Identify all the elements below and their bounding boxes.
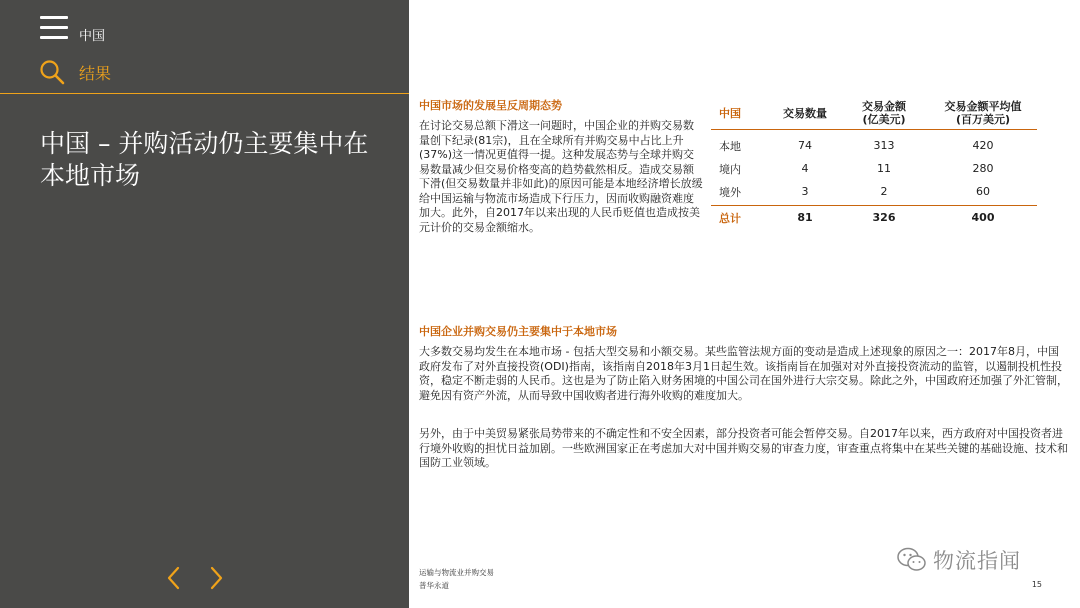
table-header-cell: 交易数量 (783, 106, 827, 120)
table-header-cell: 中国 (719, 106, 741, 120)
paragraph-trade: 另外，由于中美贸易紧张局势带来的不确定性和不安全因素，部分投资者可能会暂停交易。自2017年以来，西方政府对中国投资者进行境外收购的担忧日益加剧。一些欧洲国家正在考虑加大对中国并购交易的审查力度，审查重点将集中在某些关键的基础设施、技术和国防工业领域。 (419, 427, 1068, 469)
table-cell: 境内 (719, 162, 741, 176)
footer-company: 普华永道 (419, 581, 449, 590)
table-total-row (711, 205, 1037, 229)
table-cell: 3 (801, 185, 809, 198)
main-content (409, 0, 1080, 608)
table-header-row (711, 97, 1037, 130)
table-cell: 2 (880, 185, 888, 198)
table-cell: 420 (972, 139, 994, 152)
section-heading-cycle: 中国市场的发展呈反周期态势 (419, 99, 562, 112)
section-heading-local: 中国企业并购交易仍主要集中于本地市场 (419, 325, 617, 338)
menu-label[interactable]: 中国 (79, 29, 106, 44)
watermark (897, 545, 1021, 575)
table-row (711, 157, 1037, 180)
table-cell: 400 (971, 211, 995, 224)
watermark-text: 物流指闻 (933, 549, 1021, 573)
table-cell: 本地 (719, 139, 741, 153)
chevron-right-icon[interactable] (205, 565, 227, 591)
deals-table (711, 97, 1037, 229)
page-number: 15 (1031, 580, 1042, 589)
hamburger-menu-icon[interactable] (40, 16, 68, 38)
paragraph-regulation: 大多数交易均发生在本地市场 - 包括大型交易和小额交易。某些监管法规方面的变动是造成上述现象的原因之一：2017年8月，中国政府发布了对外直接投资(ODI)指南，该指南自2018年3月1日起生效。该指南旨在加强对对外直接投资流动的监管，以遏制投机性投资，稳定不断走弱的人民币。这也是为了防止陷入财务困境的中国公司在国外进行大宗交易。除此之外，中国政府还加强了外汇管制，避免因有资产外流，从而导致中国收购者进行海外收购的难度加大。 (419, 345, 1068, 402)
table-cell: 326 (872, 211, 896, 224)
table-cell: 境外 (719, 185, 741, 199)
footer-report-title: 运输与物流业并购交易 (419, 568, 494, 577)
paragraph-cycle: 在讨论交易总额下滑这一问题时，中国企业的并购交易数量创下纪录(81宗)，且在全球所有并购交易中占比上升(37%)这一情况更值得一提。这种发展态势与全球并购交易数量减少但交易价格变高的趋势截然相反。造成交易额下滑(但交易数量并非如此)的原因可能是本地经济增长放缓给中国运输与物流市场造成下行压力，因而收购融资难度加大。此外，自2017年以来出现的人民币贬值也造成按美元计价的交易金额缩水。 (419, 119, 703, 234)
wechat-icon (897, 547, 927, 573)
divider (0, 93, 409, 94)
chevron-left-icon[interactable] (163, 565, 185, 591)
table-cell: 81 (797, 211, 813, 224)
table-cell: 280 (972, 162, 994, 175)
section-label: 结果 (79, 64, 112, 83)
table-row (711, 134, 1037, 157)
table-row (711, 180, 1037, 203)
table-cell: 74 (798, 139, 812, 152)
table-cell: 总计 (719, 211, 741, 225)
search-icon[interactable] (39, 59, 65, 85)
table-header-cell: 交易金额平均值 (百万美元) (944, 100, 1022, 126)
table-cell: 4 (801, 162, 809, 175)
page-title: 中国 – 并购活动仍主要集中在本地市场 (40, 129, 369, 190)
table-cell: 11 (877, 162, 891, 175)
table-cell: 60 (976, 185, 990, 198)
table-header-cell: 交易金额 (亿美元) (862, 100, 906, 126)
sidebar (0, 0, 409, 608)
table-cell: 313 (873, 139, 895, 152)
